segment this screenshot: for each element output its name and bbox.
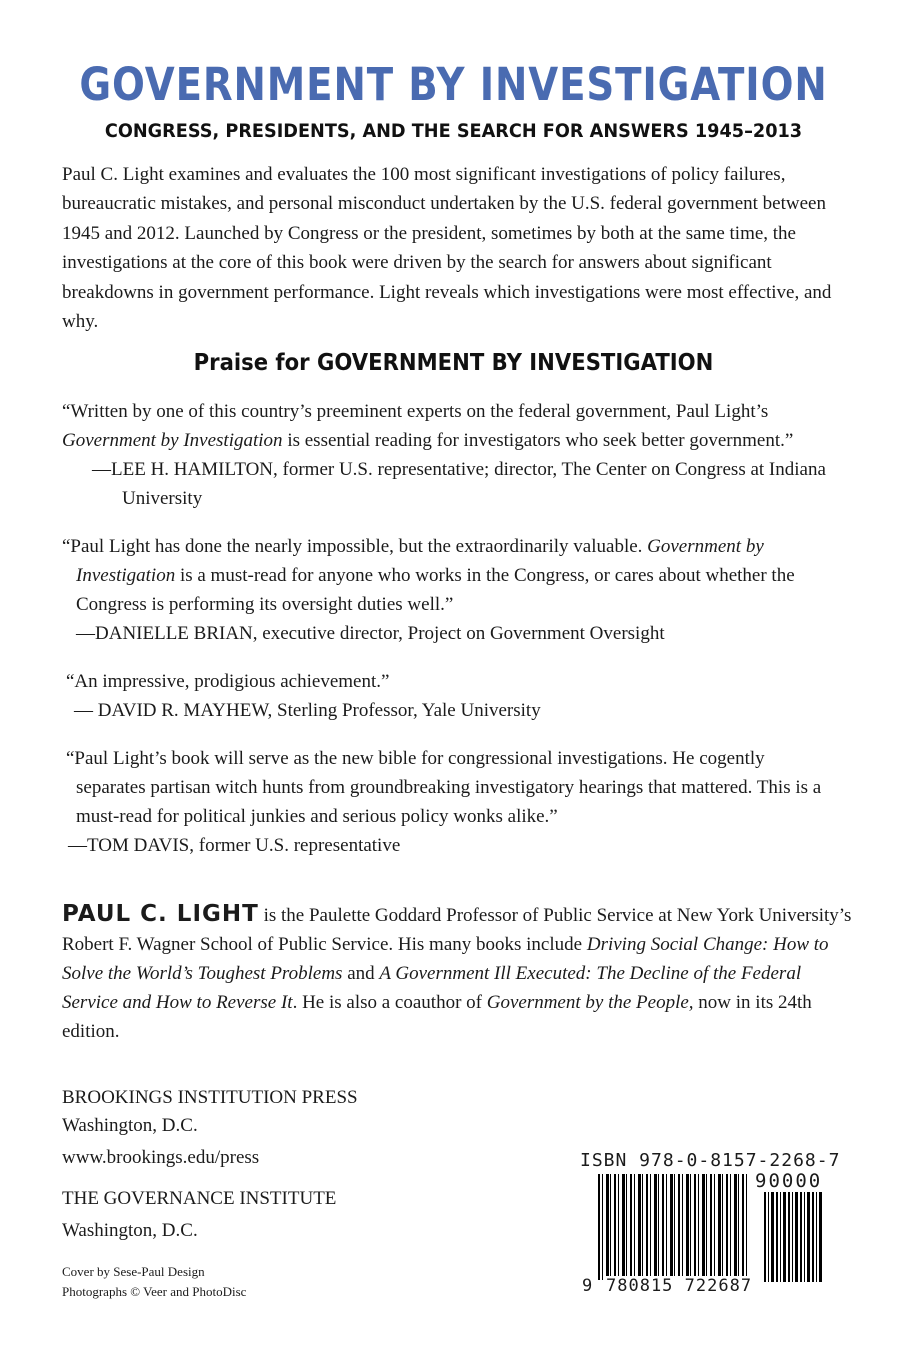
quote-attribution: —DANIELLE BRIAN, executive director, Project on Government Oversight [76, 623, 665, 644]
copublisher-city: Washington, D.C. [62, 1220, 198, 1241]
ean-digits: 780815 722687 [606, 1276, 753, 1296]
book-subtitle: CONGRESS, PRESIDENTS, AND THE SEARCH FOR ANSWERS 1945–2013 [104, 120, 803, 142]
publisher-city: Washington, D.C. [62, 1115, 198, 1136]
price-code: 90000 [755, 1170, 823, 1192]
isbn-label: ISBN 978-0-8157-2268-7 [580, 1150, 841, 1171]
ean-first-digit: 9 [582, 1276, 593, 1296]
publisher-block [62, 1084, 358, 1172]
intro-paragraph: Paul C. Light examines and evaluates the 100 most significant investigations of policy failures, bureaucratic mistakes, and personal misconduct undertaken by the U.S. federal government between 1945 and 2012. Launched by Congress or the president, sometimes by both at the same time, the investigations at the core of this book were driven by the search for answers about significant breakdowns in government performance. Light reveals which investigations were most effective, and why. [62, 164, 832, 333]
praise-heading: Praise for GOVERNMENT BY INVESTIGATION [193, 350, 714, 376]
addon-bars [764, 1192, 824, 1282]
quote-mayhew [66, 667, 856, 725]
publisher-name: BROOKINGS INSTITUTION PRESS [62, 1087, 358, 1108]
book-title: GOVERNMENT BY INVESTIGATION [79, 58, 828, 111]
quote-brian [62, 532, 852, 648]
quote-davis [66, 744, 836, 860]
quote-text: “Written by one of this country’s preeminent experts on the federal government, Paul Light’s Government by Investigation is essential reading for investigators who seek better government.” [62, 401, 794, 451]
quote-attribution: —TOM DAVIS, former U.S. representative [68, 835, 401, 856]
isbn-barcode [580, 1150, 841, 1300]
quote-attribution: —LEE H. HAMILTON, former U.S. representative; director, The Center on Congress at Indiana University [92, 459, 826, 509]
cover-credit: Cover by Sese-Paul Design [62, 1264, 205, 1279]
quote-text: “Paul Light has done the nearly impossible, but the extraordinarily valuable. Government by Investigation is a must-read for anyone who works in the Congress, or cares about whether the Congress is performing its oversight duties well.” [62, 536, 795, 615]
quote-text: “An impressive, prodigious achievement.” [66, 671, 390, 692]
copublisher-block [62, 1185, 336, 1245]
quote-text: “Paul Light’s book will serve as the new bible for congressional investigations. He cogently separates partisan witch hunts from groundbreaking investigatory hearings that mattered. This is a must-read for political junkies and serious policy wonks alike.” [66, 748, 822, 827]
quote-hamilton [62, 397, 852, 513]
credits-block [62, 1262, 246, 1302]
ean-bars [598, 1174, 748, 1280]
photo-credit: Photographs © Veer and PhotoDisc [62, 1284, 247, 1299]
copublisher-name: THE GOVERNANCE INSTITUTE [62, 1188, 337, 1209]
author-bio: PAUL C. LIGHT is the Paulette Goddard Professor of Public Service at New York University’s Robert F. Wagner School of Public Service. His many books include Driving Social Change: How to Solve the World’s Toughest Problems and A Government Ill Executed: The Decline of the Federal Service and How to Reverse It. He is also a coauthor of Government by the People, now in its 24th edition. [62, 901, 852, 1042]
author-name: PAUL C. LIGHT [62, 901, 259, 927]
publisher-url[interactable]: www.brookings.edu/press [62, 1147, 260, 1168]
quote-attribution: — DAVID R. MAYHEW, Sterling Professor, Yale University [74, 700, 541, 721]
